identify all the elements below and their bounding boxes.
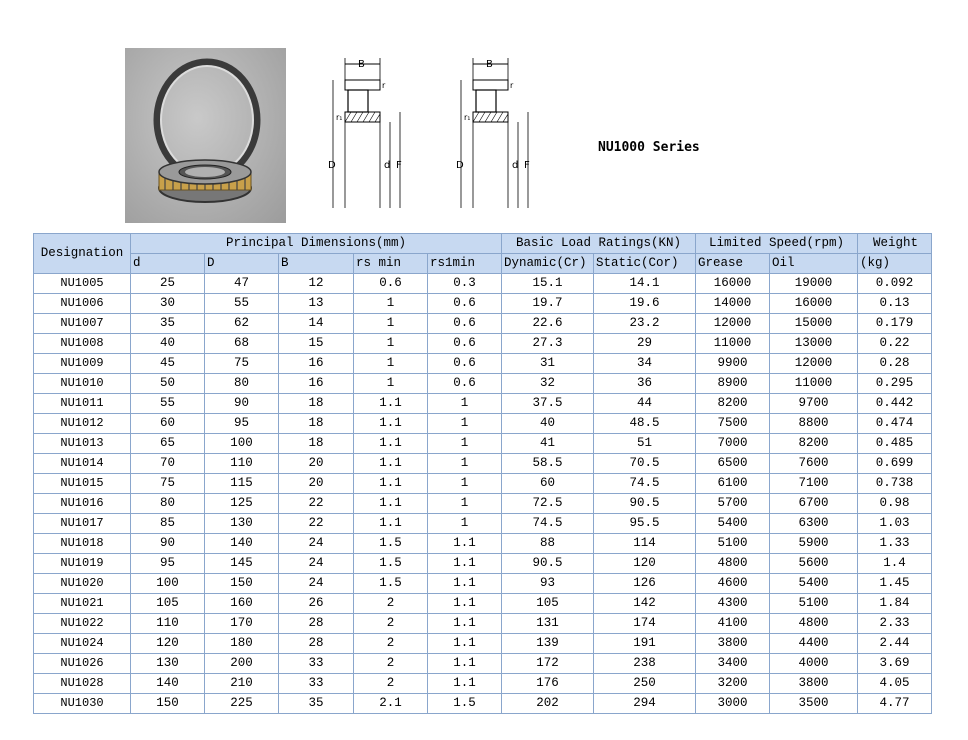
table-cell: 95 (131, 554, 205, 574)
table-cell: 1.5 (428, 694, 502, 714)
table-cell: 4.05 (858, 674, 932, 694)
table-cell: 16000 (696, 274, 770, 294)
table-cell: 9900 (696, 354, 770, 374)
table-cell: 105 (131, 594, 205, 614)
table-cell: 5900 (770, 534, 858, 554)
table-cell: 70 (131, 454, 205, 474)
table-cell: 1 (354, 334, 428, 354)
table-cell: 0.98 (858, 494, 932, 514)
table-cell: 170 (205, 614, 279, 634)
table-cell: 0.13 (858, 294, 932, 314)
label-F: F (396, 160, 402, 171)
table-cell: 1.1 (354, 454, 428, 474)
table-cell: 1 (354, 354, 428, 374)
designation-cell: NU1028 (34, 674, 131, 694)
table-cell: 55 (131, 394, 205, 414)
table-cell: 28 (279, 614, 354, 634)
table-cell: 3500 (770, 694, 858, 714)
table-cell: 100 (205, 434, 279, 454)
table-cell: 40 (502, 414, 594, 434)
table-cell: 2 (354, 674, 428, 694)
table-cell: 4.77 (858, 694, 932, 714)
table-cell: 1 (428, 514, 502, 534)
table-cell: 88 (502, 534, 594, 554)
table-cell: 238 (594, 654, 696, 674)
table-cell: 6500 (696, 454, 770, 474)
table-cell: 0.485 (858, 434, 932, 454)
table-cell: 65 (131, 434, 205, 454)
designation-cell: NU1009 (34, 354, 131, 374)
table-cell: 12000 (696, 314, 770, 334)
table-cell: 4300 (696, 594, 770, 614)
label-B: B (358, 59, 365, 70)
table-cell: 1.5 (354, 554, 428, 574)
table-cell: 1 (354, 374, 428, 394)
table-cell: 15000 (770, 314, 858, 334)
table-row (34, 514, 932, 534)
table-cell: 95.5 (594, 514, 696, 534)
label-B-2: B (486, 59, 493, 70)
table-cell: 26 (279, 594, 354, 614)
label-D-2: D (456, 160, 464, 171)
subheader-kg: (kg) (858, 254, 932, 274)
table-cell: 2 (354, 634, 428, 654)
cross-section-drawing-1 (318, 50, 418, 215)
table-cell: 3400 (696, 654, 770, 674)
table-cell: 74.5 (502, 514, 594, 534)
table-cell: 90 (131, 534, 205, 554)
table-cell: 1.03 (858, 514, 932, 534)
table-cell: 8900 (696, 374, 770, 394)
table-cell: 0.092 (858, 274, 932, 294)
table-cell: 1.84 (858, 594, 932, 614)
table-cell: 9700 (770, 394, 858, 414)
header-load-ratings: Basic Load Ratings(KN) (502, 234, 696, 254)
table-cell: 2.33 (858, 614, 932, 634)
table-cell: 60 (502, 474, 594, 494)
table-cell: 0.6 (428, 354, 502, 374)
table-cell: 41 (502, 434, 594, 454)
table-cell: 24 (279, 534, 354, 554)
table-cell: 142 (594, 594, 696, 614)
table-cell: 34 (594, 354, 696, 374)
designation-cell: NU1019 (34, 554, 131, 574)
table-cell: 145 (205, 554, 279, 574)
designation-cell: NU1010 (34, 374, 131, 394)
table-row (34, 574, 932, 594)
table-cell: 0.295 (858, 374, 932, 394)
table-cell: 0.6 (428, 334, 502, 354)
table-cell: 23.2 (594, 314, 696, 334)
table-cell: 35 (131, 314, 205, 334)
label-F-2: F (524, 160, 530, 171)
table-cell: 1.1 (428, 614, 502, 634)
table-row (34, 654, 932, 674)
table-row (34, 474, 932, 494)
table-cell: 130 (131, 654, 205, 674)
table-cell: 14.1 (594, 274, 696, 294)
table-cell: 1.1 (354, 434, 428, 454)
table-cell: 16 (279, 374, 354, 394)
table-cell: 1 (428, 474, 502, 494)
label-d-2: d (512, 160, 519, 171)
table-cell: 72.5 (502, 494, 594, 514)
table-cell: 4800 (696, 554, 770, 574)
table-cell: 5700 (696, 494, 770, 514)
subheader-oil: Oil (770, 254, 858, 274)
table-cell: 8200 (770, 434, 858, 454)
table-cell: 80 (205, 374, 279, 394)
table-cell: 75 (205, 354, 279, 374)
table-cell: 80 (131, 494, 205, 514)
table-cell: 1.33 (858, 534, 932, 554)
table-cell: 4800 (770, 614, 858, 634)
table-cell: 115 (205, 474, 279, 494)
table-cell: 11000 (696, 334, 770, 354)
table-cell: 110 (131, 614, 205, 634)
table-cell: 31 (502, 354, 594, 374)
table-row (34, 414, 932, 434)
header-limited-speed: Limited Speed(rpm) (696, 234, 858, 254)
table-cell: 48.5 (594, 414, 696, 434)
table-cell: 25 (131, 274, 205, 294)
table-cell: 225 (205, 694, 279, 714)
table-cell: 90 (205, 394, 279, 414)
table-cell: 130 (205, 514, 279, 534)
table-row (34, 534, 932, 554)
table-cell: 1.1 (428, 574, 502, 594)
table-cell: 4400 (770, 634, 858, 654)
table-cell: 191 (594, 634, 696, 654)
table-cell: 33 (279, 674, 354, 694)
table-cell: 4100 (696, 614, 770, 634)
table-cell: 2.1 (354, 694, 428, 714)
label-r-2: r (510, 81, 514, 90)
table-cell: 1.1 (354, 494, 428, 514)
designation-cell: NU1020 (34, 574, 131, 594)
table-cell: 3200 (696, 674, 770, 694)
designation-cell: NU1011 (34, 394, 131, 414)
table-cell: 140 (205, 534, 279, 554)
table-cell: 60 (131, 414, 205, 434)
designation-cell: NU1017 (34, 514, 131, 534)
table-cell: 7600 (770, 454, 858, 474)
table-cell: 1.4 (858, 554, 932, 574)
table-cell: 180 (205, 634, 279, 654)
table-row (34, 674, 932, 694)
table-cell: 95 (205, 414, 279, 434)
table-cell: 18 (279, 394, 354, 414)
table-cell: 172 (502, 654, 594, 674)
table-cell: 51 (594, 434, 696, 454)
table-cell: 110 (205, 454, 279, 474)
table-row (34, 354, 932, 374)
table-cell: 294 (594, 694, 696, 714)
table-cell: 1.5 (354, 534, 428, 554)
subheader-B: B (279, 254, 354, 274)
table-cell: 1 (428, 494, 502, 514)
table-cell: 1.1 (428, 674, 502, 694)
table-cell: 22 (279, 514, 354, 534)
table-cell: 100 (131, 574, 205, 594)
table-cell: 55 (205, 294, 279, 314)
table-cell: 1.5 (354, 574, 428, 594)
table-cell: 74.5 (594, 474, 696, 494)
table-cell: 1 (428, 454, 502, 474)
table-cell: 1 (354, 294, 428, 314)
table-cell: 131 (502, 614, 594, 634)
table-cell: 120 (131, 634, 205, 654)
table-cell: 1.1 (354, 394, 428, 414)
table-body (34, 274, 932, 714)
table-cell: 1 (354, 314, 428, 334)
table-cell: 160 (205, 594, 279, 614)
table-cell: 8800 (770, 414, 858, 434)
table-cell: 7500 (696, 414, 770, 434)
table-cell: 20 (279, 474, 354, 494)
table-cell: 22.6 (502, 314, 594, 334)
table-cell: 62 (205, 314, 279, 334)
table-cell: 68 (205, 334, 279, 354)
subheader-d: d (131, 254, 205, 274)
table-cell: 45 (131, 354, 205, 374)
table-cell: 27.3 (502, 334, 594, 354)
table-cell: 11000 (770, 374, 858, 394)
table-cell: 0.3 (428, 274, 502, 294)
table-row (34, 274, 932, 294)
table-row (34, 434, 932, 454)
table-cell: 4600 (696, 574, 770, 594)
table-cell: 0.28 (858, 354, 932, 374)
label-r1: r₁ (336, 113, 343, 122)
table-cell: 7000 (696, 434, 770, 454)
table-cell: 120 (594, 554, 696, 574)
table-cell: 16 (279, 354, 354, 374)
table-cell: 250 (594, 674, 696, 694)
table-cell: 5100 (696, 534, 770, 554)
subheader-static-cor: Static(Cor) (594, 254, 696, 274)
table-cell: 24 (279, 574, 354, 594)
designation-cell: NU1014 (34, 454, 131, 474)
sub-header-row (34, 254, 932, 274)
table-cell: 1 (428, 434, 502, 454)
table-cell: 1.1 (428, 654, 502, 674)
table-cell: 125 (205, 494, 279, 514)
table-row (34, 314, 932, 334)
table-cell: 0.6 (428, 294, 502, 314)
table-row (34, 614, 932, 634)
designation-cell: NU1021 (34, 594, 131, 614)
table-cell: 4000 (770, 654, 858, 674)
table-row (34, 334, 932, 354)
designation-cell: NU1026 (34, 654, 131, 674)
table-cell: 5400 (770, 574, 858, 594)
table-cell: 90.5 (502, 554, 594, 574)
table-cell: 58.5 (502, 454, 594, 474)
header-weight: Weight (858, 234, 932, 254)
table-row (34, 454, 932, 474)
label-r1-2: r₁ (464, 113, 471, 122)
table-cell: 210 (205, 674, 279, 694)
table-cell: 3800 (770, 674, 858, 694)
table-cell: 8200 (696, 394, 770, 414)
table-cell: 202 (502, 694, 594, 714)
table-cell: 1 (428, 394, 502, 414)
table-cell: 19.7 (502, 294, 594, 314)
table-cell: 16000 (770, 294, 858, 314)
table-cell: 0.474 (858, 414, 932, 434)
table-cell: 0.699 (858, 454, 932, 474)
table-cell: 1.1 (428, 534, 502, 554)
table-cell: 13 (279, 294, 354, 314)
table-cell: 0.738 (858, 474, 932, 494)
subheader-dynamic-cr: Dynamic(Cr) (502, 254, 594, 274)
designation-cell: NU1016 (34, 494, 131, 514)
table-cell: 5100 (770, 594, 858, 614)
table-cell: 0.442 (858, 394, 932, 414)
table-cell: 0.179 (858, 314, 932, 334)
table-cell: 93 (502, 574, 594, 594)
table-cell: 30 (131, 294, 205, 314)
table-cell: 105 (502, 594, 594, 614)
table-cell: 15.1 (502, 274, 594, 294)
table-cell: 24 (279, 554, 354, 574)
designation-cell: NU1030 (34, 694, 131, 714)
table-cell: 176 (502, 674, 594, 694)
table-row (34, 294, 932, 314)
table-cell: 3000 (696, 694, 770, 714)
table-cell: 13000 (770, 334, 858, 354)
table-cell: 20 (279, 454, 354, 474)
table-cell: 29 (594, 334, 696, 354)
table-cell: 3.69 (858, 654, 932, 674)
table-cell: 6700 (770, 494, 858, 514)
table-row (34, 594, 932, 614)
subheader-grease: Grease (696, 254, 770, 274)
table-cell: 22 (279, 494, 354, 514)
table-cell: 3800 (696, 634, 770, 654)
table-row (34, 554, 932, 574)
table-cell: 1.1 (354, 514, 428, 534)
table-cell: 7100 (770, 474, 858, 494)
label-D: D (328, 160, 336, 171)
table-cell: 47 (205, 274, 279, 294)
specification-table (33, 233, 932, 714)
table-row (34, 634, 932, 654)
table-cell: 1 (428, 414, 502, 434)
table-cell: 0.22 (858, 334, 932, 354)
designation-cell: NU1013 (34, 434, 131, 454)
table-cell: 2 (354, 614, 428, 634)
table-cell: 18 (279, 414, 354, 434)
table-cell: 1.1 (428, 554, 502, 574)
table-cell: 19000 (770, 274, 858, 294)
table-cell: 200 (205, 654, 279, 674)
table-cell: 15 (279, 334, 354, 354)
table-cell: 19.6 (594, 294, 696, 314)
table-cell: 28 (279, 634, 354, 654)
table-cell: 1.1 (354, 474, 428, 494)
table-cell: 18 (279, 434, 354, 454)
table-cell: 1.1 (428, 634, 502, 654)
header-principal-dimensions: Principal Dimensions(mm) (131, 234, 502, 254)
table-cell: 139 (502, 634, 594, 654)
table-cell: 12000 (770, 354, 858, 374)
table-cell: 36 (594, 374, 696, 394)
table-cell: 37.5 (502, 394, 594, 414)
table-cell: 140 (131, 674, 205, 694)
subheader-D: D (205, 254, 279, 274)
table-row (34, 394, 932, 414)
table-cell: 150 (131, 694, 205, 714)
designation-cell: NU1018 (34, 534, 131, 554)
table-cell: 2 (354, 654, 428, 674)
table-cell: 1.1 (428, 594, 502, 614)
table-cell: 2.44 (858, 634, 932, 654)
subheader-rs1-min: rs1min (428, 254, 502, 274)
subheader-rs-min: rs min (354, 254, 428, 274)
table-cell: 14000 (696, 294, 770, 314)
table-cell: 5400 (696, 514, 770, 534)
designation-cell: NU1012 (34, 414, 131, 434)
header-designation: Designation (34, 234, 131, 274)
table-cell: 35 (279, 694, 354, 714)
table-cell: 0.6 (428, 314, 502, 334)
table-cell: 50 (131, 374, 205, 394)
series-title: NU1000 Series (598, 140, 700, 155)
table-cell: 44 (594, 394, 696, 414)
designation-cell: NU1015 (34, 474, 131, 494)
designation-cell: NU1024 (34, 634, 131, 654)
table-cell: 0.6 (354, 274, 428, 294)
table-cell: 14 (279, 314, 354, 334)
table-cell: 70.5 (594, 454, 696, 474)
table-cell: 33 (279, 654, 354, 674)
bearing-photo (125, 48, 286, 223)
table-cell: 0.6 (428, 374, 502, 394)
table-cell: 6100 (696, 474, 770, 494)
label-r: r (382, 81, 386, 90)
designation-cell: NU1022 (34, 614, 131, 634)
table-cell: 174 (594, 614, 696, 634)
designation-cell: NU1006 (34, 294, 131, 314)
table-row (34, 494, 932, 514)
table-cell: 1.45 (858, 574, 932, 594)
label-d: d (384, 160, 391, 171)
table-cell: 85 (131, 514, 205, 534)
cylindrical-roller-bearing-icon (125, 48, 286, 223)
table-cell: 12 (279, 274, 354, 294)
table-cell: 1.1 (354, 414, 428, 434)
table-row (34, 374, 932, 394)
table-row (34, 694, 932, 714)
table-cell: 5600 (770, 554, 858, 574)
table-cell: 40 (131, 334, 205, 354)
table-cell: 126 (594, 574, 696, 594)
table-cell: 2 (354, 594, 428, 614)
table-cell: 114 (594, 534, 696, 554)
designation-cell: NU1005 (34, 274, 131, 294)
cross-section-drawing-2 (446, 50, 546, 215)
designation-cell: NU1007 (34, 314, 131, 334)
table-cell: 6300 (770, 514, 858, 534)
designation-cell: NU1008 (34, 334, 131, 354)
table-cell: 150 (205, 574, 279, 594)
table-cell: 32 (502, 374, 594, 394)
table-cell: 90.5 (594, 494, 696, 514)
table-cell: 75 (131, 474, 205, 494)
